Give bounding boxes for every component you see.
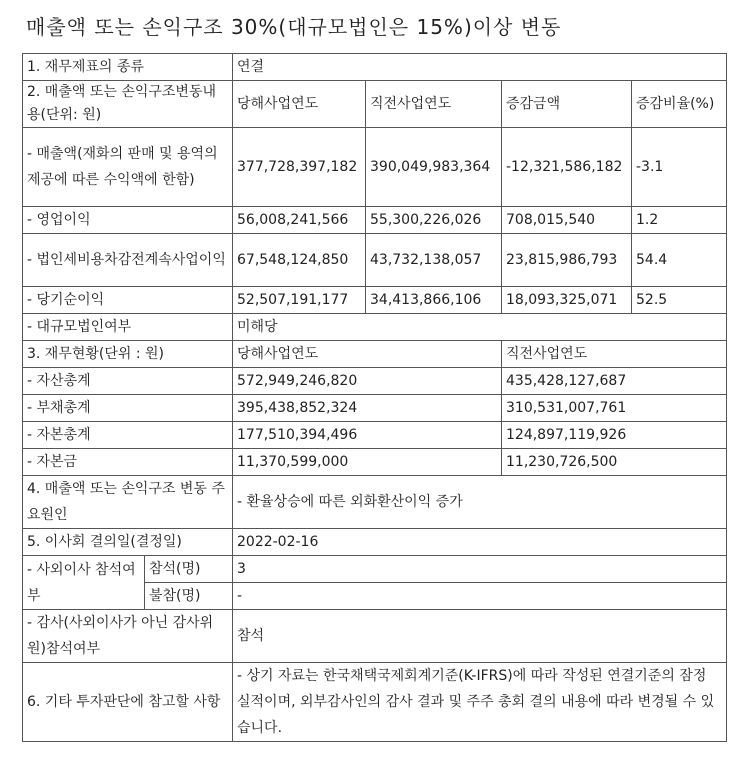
financial-col-previous: 직전사업연도: [502, 341, 727, 368]
main-cause-label: 4. 매출액 또는 손익구조 변동 주요원인: [23, 476, 233, 529]
present-label: 참석(명): [145, 556, 233, 583]
operating-income-previous: 55,300,226,026: [366, 207, 502, 234]
total-liabilities-current: 395,438,852,324: [233, 395, 502, 422]
auditor-label: - 감사(사외이사가 아닌 감사위원)참석여부: [23, 610, 233, 663]
net-income-difference: 18,093,325,071: [502, 287, 632, 314]
operating-income-label: - 영업이익: [23, 207, 233, 234]
pretax-income-previous: 43,732,138,057: [366, 234, 502, 287]
col-header-difference: 증감금액: [502, 81, 632, 128]
net-income-previous: 34,413,866,106: [366, 287, 502, 314]
col-header-current: 당해사업연도: [233, 81, 366, 128]
operating-income-rate: 1.2: [632, 207, 727, 234]
large-corp-label: - 대규모법인여부: [23, 314, 233, 341]
capital-stock-label: - 자본금: [23, 449, 233, 476]
operating-income-difference: 708,015,540: [502, 207, 632, 234]
total-assets-previous: 435,428,127,687: [502, 368, 727, 395]
operating-income-current: 56,008,241,566: [233, 207, 366, 234]
main-cause-value: - 환율상승에 따른 외화환산이익 증가: [233, 476, 727, 529]
table-row: [23, 314, 727, 341]
revenue-current: 377,728,397,182: [233, 128, 366, 207]
table-row: [23, 128, 727, 207]
pretax-income-label: - 법인세비용차감전계속사업이익: [23, 234, 233, 287]
capital-stock-current: 11,370,599,000: [233, 449, 502, 476]
pretax-income-current: 67,548,124,850: [233, 234, 366, 287]
table-row: [23, 81, 727, 128]
board-date-value: 2022-02-16: [233, 529, 727, 556]
col-header-rate: 증감비율(%): [632, 81, 727, 128]
statement-type-label: 1. 재무제표의 종류: [23, 54, 233, 81]
table-row: [23, 663, 727, 742]
net-income-label: - 당기순이익: [23, 287, 233, 314]
page-title: 매출액 또는 손익구조 30%(대규모법인은 15%)이상 변동: [26, 15, 562, 39]
outside-director-label: - 사외이사 참석여부: [23, 556, 145, 610]
table-row: [23, 422, 727, 449]
revenue-label: - 매출액(재화의 판매 및 용역의 제공에 따른 수익액에 한함): [23, 128, 233, 207]
statement-type-value: 연결: [233, 54, 727, 81]
net-income-rate: 52.5: [632, 287, 727, 314]
other-notes-value: - 상기 자료는 한국채택국제회계기준(K-IFRS)에 따라 작성된 연결기준의 잠정 실적이며, 외부감사인의 감사 결과 및 주주 총회 결의 내용에 따라 변경될 수 있습니다.: [233, 663, 727, 742]
revenue-rate: -3.1: [632, 128, 727, 207]
total-equity-current: 177,510,394,496: [233, 422, 502, 449]
large-corp-value: 미해당: [233, 314, 727, 341]
board-date-label: 5. 이사회 결의일(결정일): [23, 529, 233, 556]
total-liabilities-label: - 부채총계: [23, 395, 233, 422]
total-equity-previous: 124,897,119,926: [502, 422, 727, 449]
present-value: 3: [233, 556, 727, 583]
table-row: [23, 207, 727, 234]
pretax-income-difference: 23,815,986,793: [502, 234, 632, 287]
financial-col-current: 당해사업연도: [233, 341, 502, 368]
financial-status-label: 3. 재무현황(단위 : 원): [23, 341, 233, 368]
table-row: [23, 529, 727, 556]
col-header-previous: 직전사업연도: [366, 81, 502, 128]
absent-label: 불참(명): [145, 583, 233, 610]
pretax-income-rate: 54.4: [632, 234, 727, 287]
total-assets-label: - 자산총계: [23, 368, 233, 395]
table-row: [23, 368, 727, 395]
other-notes-label: 6. 기타 투자판단에 참고할 사항: [23, 663, 233, 742]
total-assets-current: 572,949,246,820: [233, 368, 502, 395]
disclosure-table: [22, 53, 727, 742]
change-section-label: 2. 매출액 또는 손익구조변동내용(단위: 원): [23, 81, 233, 128]
auditor-value: 참석: [233, 610, 727, 663]
table-row: [23, 610, 727, 663]
net-income-current: 52,507,191,177: [233, 287, 366, 314]
table-row: [23, 341, 727, 368]
table-row: [23, 234, 727, 287]
table-row: [23, 556, 727, 583]
revenue-difference: -12,321,586,182: [502, 128, 632, 207]
revenue-previous: 390,049,983,364: [366, 128, 502, 207]
table-row: [23, 476, 727, 529]
table-row: [23, 449, 727, 476]
total-liabilities-previous: 310,531,007,761: [502, 395, 727, 422]
table-row: [23, 395, 727, 422]
absent-value: -: [233, 583, 727, 610]
capital-stock-previous: 11,230,726,500: [502, 449, 727, 476]
total-equity-label: - 자본총계: [23, 422, 233, 449]
table-row: [23, 287, 727, 314]
table-row: [23, 54, 727, 81]
